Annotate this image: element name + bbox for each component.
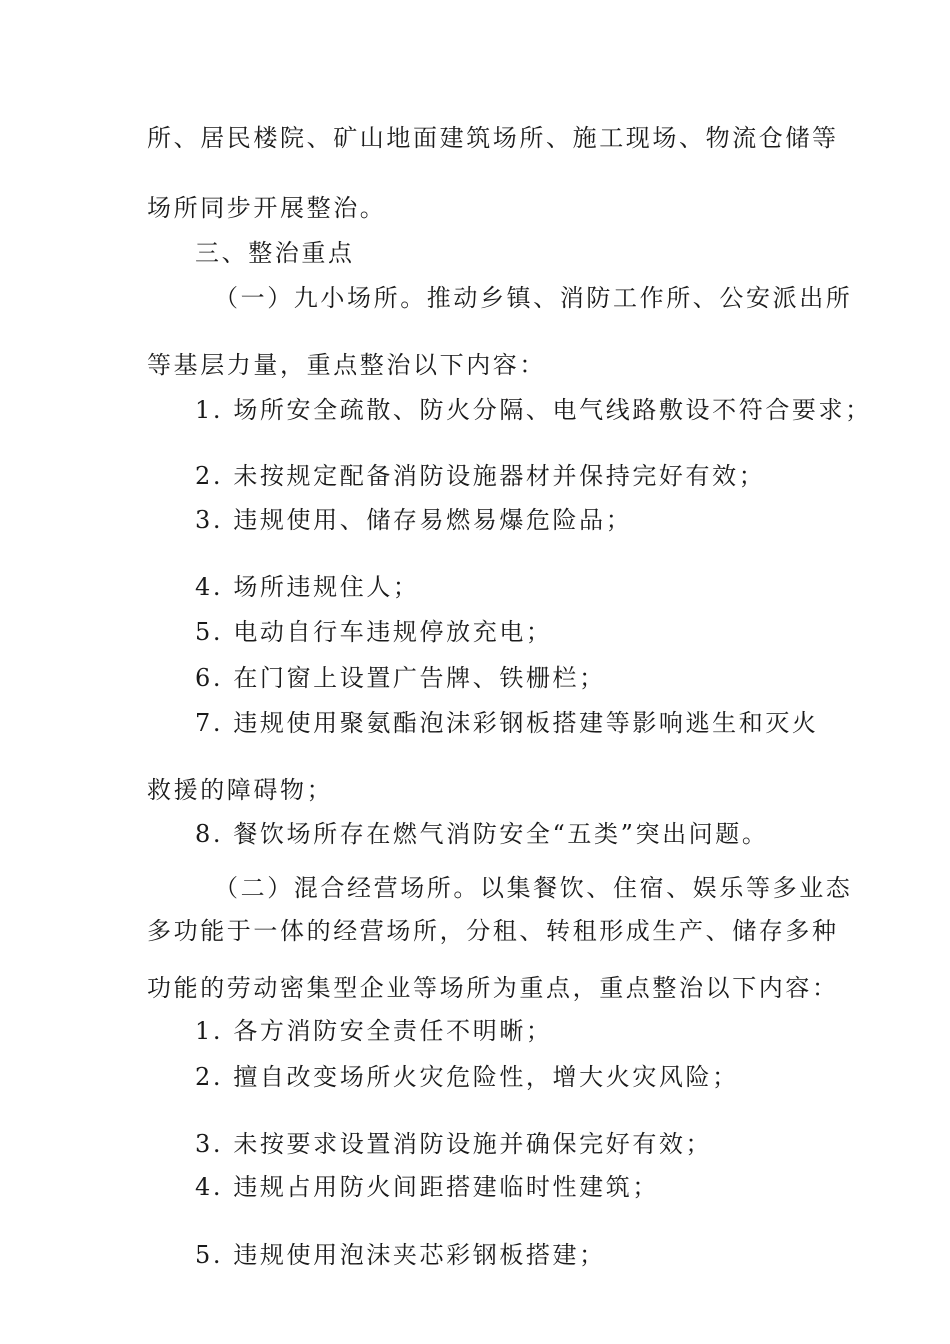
list-item: 2. 擅自改变场所火灾危险性，增大火灾风险； [195,1063,739,1091]
list-item: 7. 违规使用聚氨酯泡沫彩钢板搭建等影响逃生和灭火 [195,709,819,737]
list-item: 4. 违规占用防火间距搭建临时性建筑； [195,1173,659,1201]
text-line: 救援的障碍物； [147,776,334,804]
text-line: 多功能于一体的经营场所，分租、转租形成生产、储存多种 [147,917,839,945]
list-item: 3. 未按要求设置消防设施并确保完好有效； [195,1130,713,1158]
list-item: 2. 未按规定配备消防设施器材并保持完好有效； [195,462,766,490]
list-item: 5. 电动自行车违规停放充电； [195,618,553,646]
list-item: 1. 场所安全疏散、防火分隔、电气线路敷设不符合要求； [195,396,872,424]
list-item: 8. 餐饮场所存在燃气消防安全“五类”突出问题。 [195,820,769,848]
section-heading: 三、整治重点 [195,239,355,267]
list-item: 3. 违规使用、储存易燃易爆危险品； [195,506,633,534]
subsection-heading: （二）混合经营场所。以集餐饮、住宿、娱乐等多业态 [214,874,853,902]
list-item: 1. 各方消防安全责任不明晰； [195,1017,553,1045]
list-item: 5. 违规使用泡沫夹芯彩钢板搭建； [195,1241,606,1269]
text-line: 场所同步开展整治。 [147,194,387,222]
text-line: 等基层力量，重点整治以下内容： [147,351,546,379]
text-line: 所、居民楼院、矿山地面建筑场所、施工现场、物流仓储等 [147,124,839,152]
text-line: 功能的劳动密集型企业等场所为重点，重点整治以下内容： [147,974,839,1002]
subsection-heading: （一）九小场所。推动乡镇、消防工作所、公安派出所 [214,284,853,312]
list-item: 4. 场所违规住人； [195,573,420,601]
list-item: 6. 在门窗上设置广告牌、铁栅栏； [195,664,606,692]
